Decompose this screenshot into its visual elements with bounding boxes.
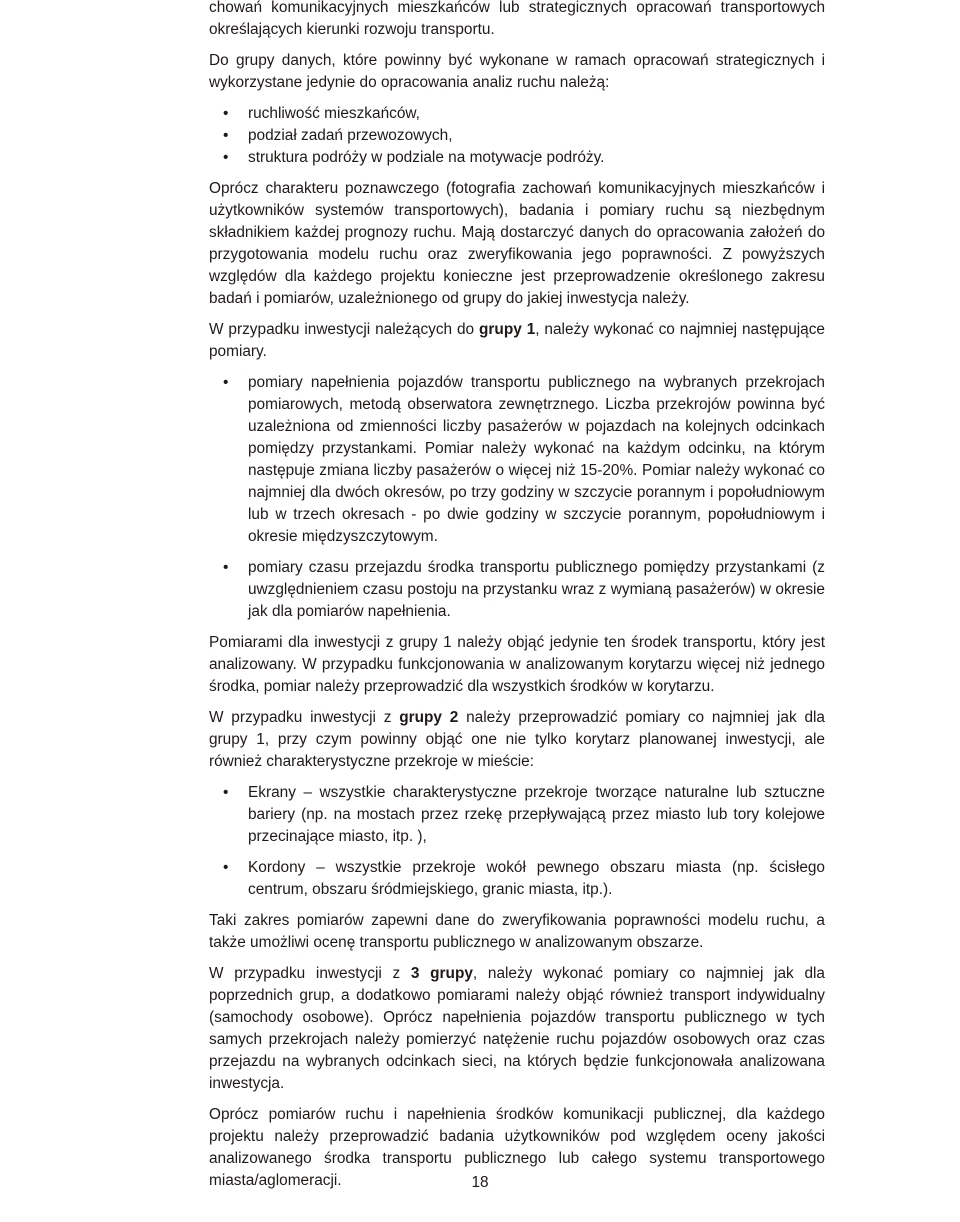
bullet-list-group-2	[209, 782, 825, 901]
paragraph-continued: chowań komunikacyjnych mieszkańców lub strategicznych opracowań transportowych określających kierunki rozwoju transportu.	[209, 0, 825, 38]
paragraph-group-3: W przypadku inwestycji z 3 grupy, należy wykonać pomiary co najmniej jak dla poprzednich grup, a dodatkowo pomiarami należy objąć również transport indywidualny (samochody osobowe). Oprócz napełnienia pojazdów transportu publicznego w tych samych przekrojach należy pomierzyć natężenie ruchu pojazdów osobowych oraz czas przejazdu na wybranych odcinkach sieci, na których będzie funkcjonowała analizowana inwestycja.	[209, 965, 825, 1092]
paragraph-group-1: W przypadku inwestycji należących do grupy 1, należy wykonać co najmniej następujące pomiary.	[209, 321, 825, 360]
paragraph-data-groups: Do grupy danych, które powinny być wykonane w ramach opracowań strategicznych i wykorzystane jedynie do opracowania analiz ruchu należą:	[209, 52, 825, 91]
paragraph-verification: Taki zakres pomiarów zapewni dane do zweryfikowania poprawności modelu ruchu, a także umożliwi ocenę transportu publicznego w analizowanym obszarze.	[209, 912, 825, 951]
list-item: • pomiary czasu przejazdu środka transportu publicznego pomiędzy przystankami (z uwzględnieniem czasu postoju na przystanku wraz z wymianą pasażerów) w okresie jak dla pomiarów napełnienia.	[223, 559, 825, 620]
list-item: • Kordony – wszystkie przekroje wokół pewnego obszaru miasta (np. ścisłego centrum, obszaru śródmiejskiego, granic miasta, itp.).	[223, 859, 825, 898]
bullet-icon: •	[223, 149, 229, 166]
bold-group-3: 3 grupy	[410, 965, 473, 982]
list-item: • pomiary napełnienia pojazdów transportu publicznego na wybranych przekrojach pomiarowych, metodą obserwatora zewnętrznego. Liczba przekrojów powinna być uzależniona od zmienności liczby pasażerów w pojazdach na kolejnych odcinkach pomiędzy przystankami. Pomiar należy wykonać na każdym odcinku, na którym następuje zmiana liczby pasażerów o więcej niż 15-20%. Pomiar należy wykonać co najmniej dla dwóch okresów, po trzy godziny w szczycie porannym i popołudniowym lub w trzech okresach - po dwie godziny w szczycie porannym, popołudniowym i okresie międzyszczytowym.	[223, 374, 825, 545]
list-item: • Ekrany – wszystkie charakterystyczne przekroje tworzące naturalne lub sztuczne bariery (np. na mostach przez rzekę przepływającą przez miasto lub tory kolejowe przecinające miasto, itp. ),	[223, 784, 825, 845]
bullet-icon: •	[223, 784, 229, 801]
list-item: • ruchliwość mieszkańców,	[209, 103, 825, 125]
paragraph-user-surveys: Oprócz pomiarów ruchu i napełnienia środków komunikacji publicznej, dla każdego projektu należy przeprowadzić badania użytkowników pod względem oceny jakości analizowanego środka transportu publicznego lub całego systemu transportowego miasta/aglomeracji.	[209, 1106, 825, 1189]
bullet-icon: •	[223, 105, 229, 122]
list-item: • struktura podróży w podziale na motywacje podróży.	[209, 147, 825, 169]
page-number: 18	[471, 1174, 489, 1191]
bold-group-1: grupy 1	[479, 321, 536, 338]
document-body	[209, 0, 825, 1201]
paragraph-research: Oprócz charakteru poznawczego (fotografia zachowań komunikacyjnych mieszkańców i użytkowników systemów transportowych), badania i pomiary ruchu są niezbędnym składnikiem każdej prognozy ruchu. Mają dostarczyć danych do opracowania założeń do przygotowania modelu ruchu oraz zweryfikowania jego poprawności. Z powyższych względów dla każdego projektu konieczne jest przeprowadzenie określonego zakresu badań i pomiarów, uzależnionego od grupy do jakiej inwestycja należy.	[209, 180, 825, 307]
bold-group-2: grupy 2	[399, 709, 459, 726]
paragraph-group-1-scope: Pomiarami dla inwestycji z grupy 1 należy objąć jedynie ten środek transportu, który jest analizowany. W przypadku funkcjonowania w analizowanym korytarzu więcej niż jednego środka, pomiar należy przeprowadzić dla wszystkich środków w korytarzu.	[209, 634, 825, 695]
bullet-icon: •	[223, 559, 229, 576]
list-item: • podział zadań przewozowych,	[209, 125, 825, 147]
bullet-icon: •	[223, 859, 229, 876]
bullet-list-group-1	[209, 372, 825, 623]
paragraph-group-2: W przypadku inwestycji z grupy 2 należy przeprowadzić pomiary co najmniej jak dla grupy 1, przy czym powinny objąć one nie tylko korytarz planowanej inwestycji, ale również charakterystyczne przekroje w mieście:	[209, 709, 825, 770]
bullet-list-data	[209, 103, 825, 169]
bullet-icon: •	[223, 374, 229, 391]
bullet-icon: •	[223, 127, 229, 144]
